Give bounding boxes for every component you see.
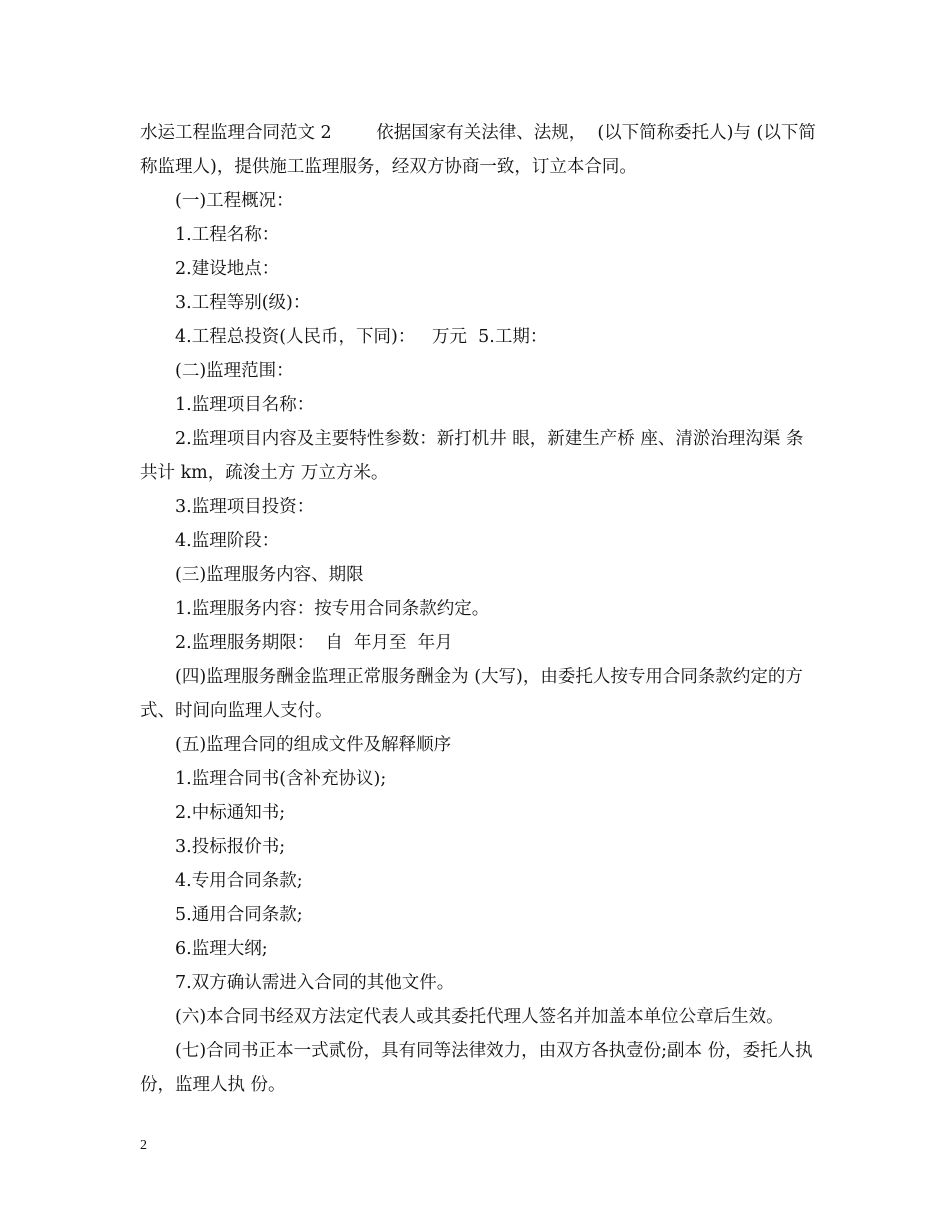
paragraph: 2.中标通知书; <box>175 803 286 823</box>
paragraph: 1.监理服务内容：按专用合同条款约定。 <box>175 599 490 619</box>
paragraph: 1.监理项目名称： <box>175 395 315 415</box>
paragraph: (七)合同书正本一式贰份，具有同等法律效力，由双方各执壹份;副本 份，委托人执 份，监理人执 份。 <box>140 1041 819 1095</box>
paragraph: 4.监理阶段： <box>175 531 280 551</box>
paragraph: 6.监理大纲; <box>175 939 268 959</box>
paragraph: 4.专用合同条款; <box>175 871 303 891</box>
paragraph: (六)本合同书经双方法定代表人或其委托代理人签名并加盖本单位公章后生效。 <box>175 1007 784 1027</box>
paragraph: (一)工程概况： <box>175 191 294 211</box>
document-body <box>140 116 820 1102</box>
paragraph: (四)监理服务酬金监理正常服务酬金为 (大写)，由委托人按专用合同条款约定的方式、时间向监理人支付。 <box>140 667 803 721</box>
paragraph: 2.监理项目内容及主要特性参数：新打机井 眼，新建生产桥 座、清淤治理沟渠 条共计 km，疏浚土方 万立方米。 <box>140 429 804 483</box>
page-number: 2 <box>140 1138 147 1153</box>
paragraph: 5.通用合同条款; <box>175 905 303 925</box>
paragraph: 1.监理合同书(含补充协议); <box>175 769 387 789</box>
paragraph: 7.双方确认需进入合同的其他文件。 <box>175 973 455 993</box>
paragraph: 4.工程总投资(人民币，下同)： 万元 5.工期： <box>175 327 548 347</box>
paragraph: (五)监理合同的组成文件及解释顺序 <box>175 735 452 755</box>
paragraph: 水运工程监理合同范文 2 依据国家有关法律、法规， (以下简称委托人)与 (以下简称监理人)，提供施工监理服务，经双方协商一致，订立本合同。 <box>140 123 816 177</box>
paragraph: 3.工程等别(级)： <box>175 293 311 313</box>
paragraph: 2.监理服务期限： 自 年月至 年月 <box>175 633 453 653</box>
paragraph: 1.工程名称： <box>175 225 280 245</box>
paragraph: 2.建设地点： <box>175 259 280 279</box>
paragraph: (三)监理服务内容、期限 <box>175 565 364 585</box>
paragraph: 3.投标报价书; <box>175 837 286 857</box>
paragraph: 3.监理项目投资： <box>175 497 315 517</box>
paragraph: (二)监理范围： <box>175 361 294 381</box>
